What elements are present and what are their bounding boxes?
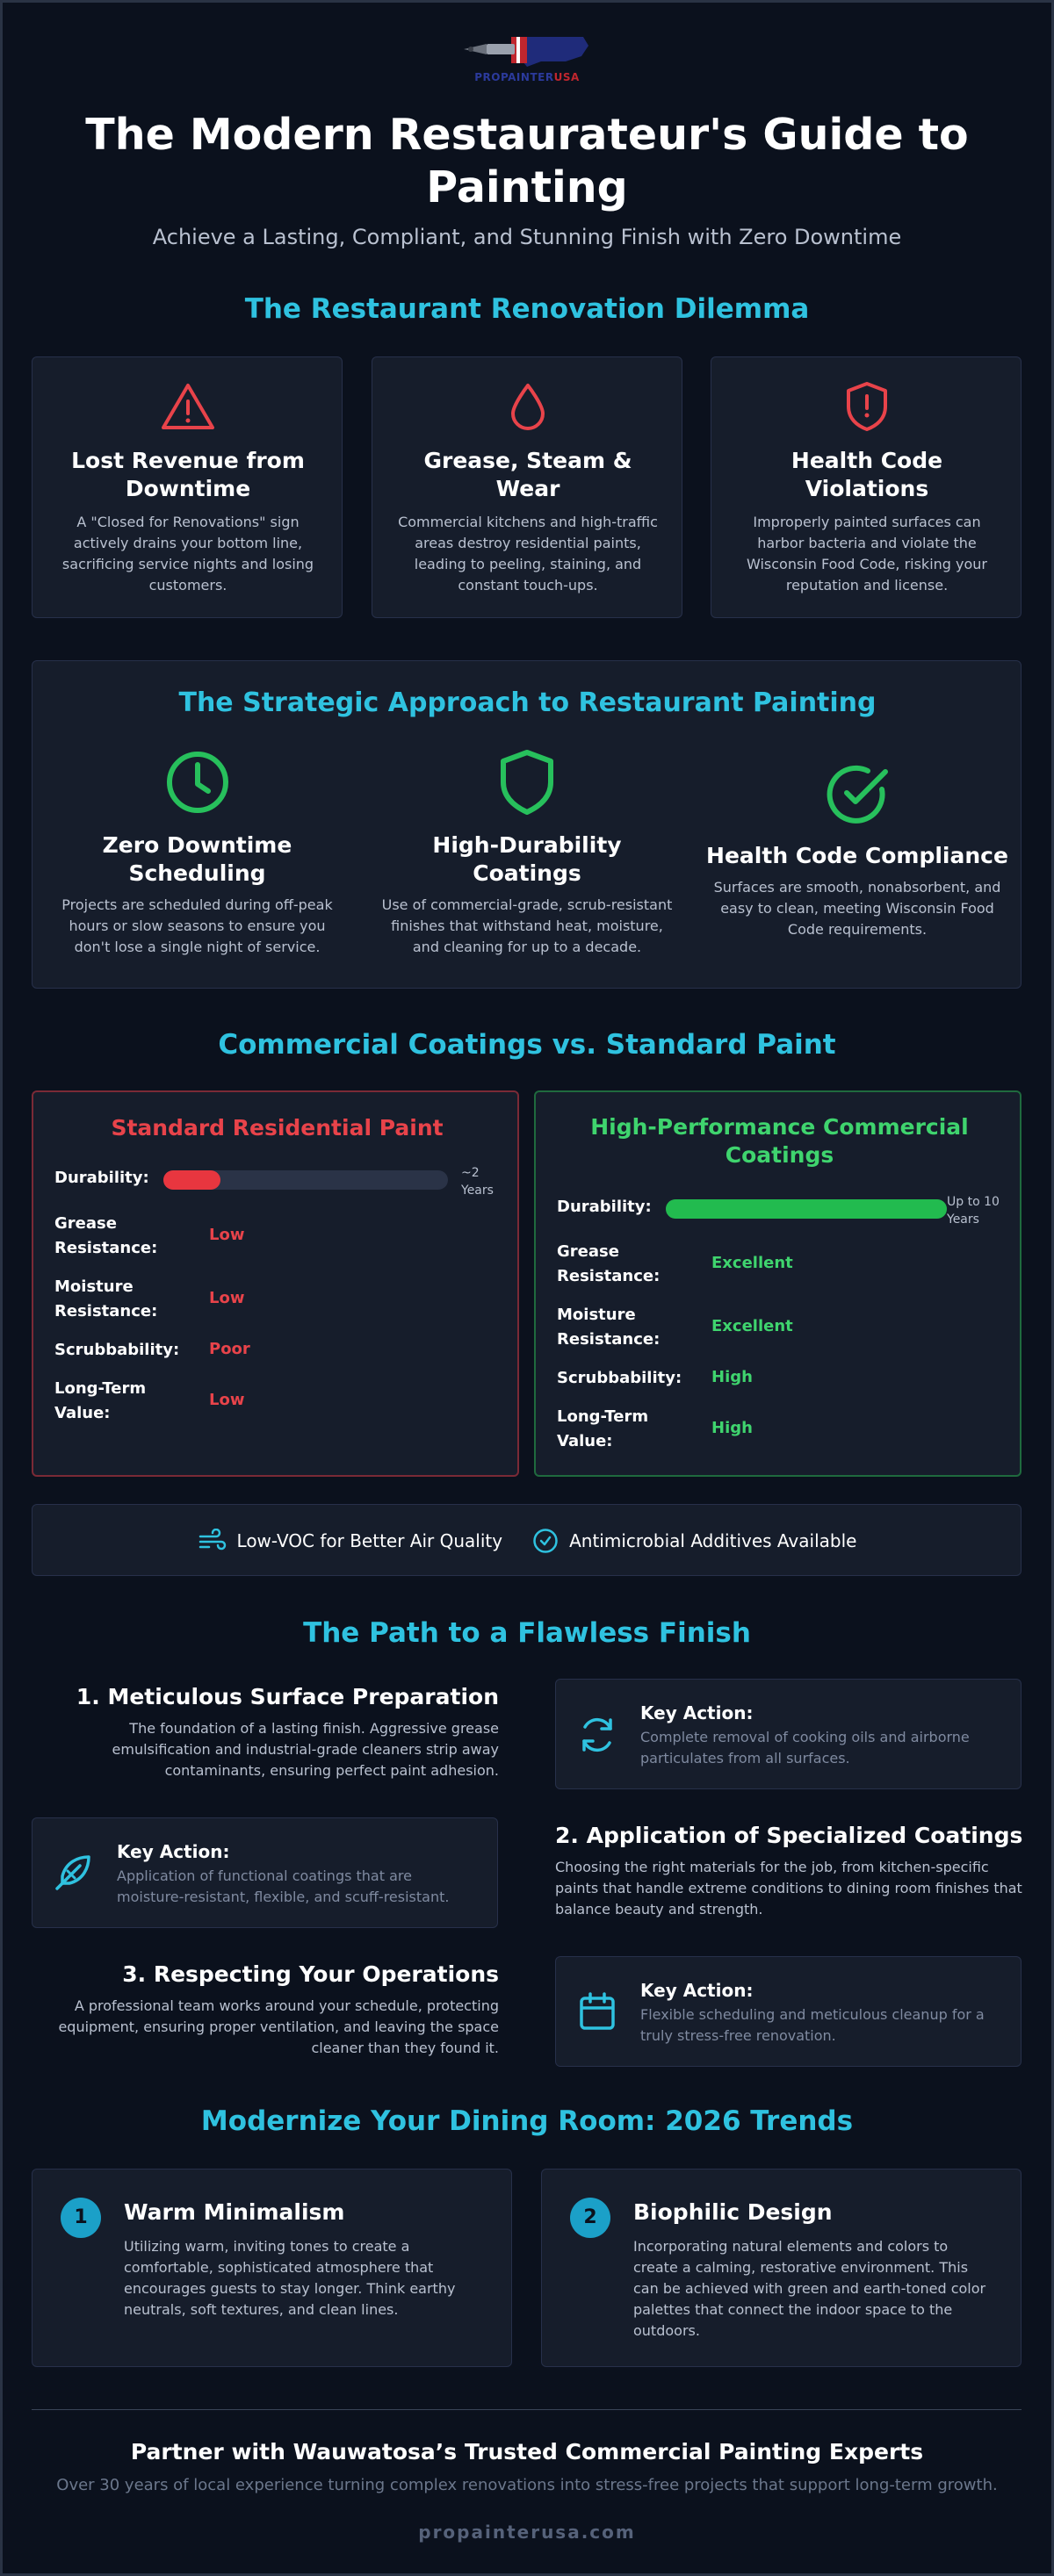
shield-alert-icon [843,380,891,433]
dilemma-card-title: Lost Revenue from [71,448,305,473]
features-bar [32,1504,1022,1576]
step-text-line: balance beauty and strength. [555,1901,763,1918]
key-action-card [32,1817,498,1928]
key-action-title: Key Action: [117,1841,230,1862]
durability-note-unit: Years [461,1184,494,1198]
comparison-row [557,1405,996,1454]
approach-item-title: Zero Downtime [102,832,292,858]
durability-note-value: Up to 10 [947,1195,1000,1209]
trend-card [32,2169,512,2367]
step-title: 1. Meticulous Surface Preparation [76,1684,499,1709]
features-row [32,1528,1022,1554]
approach-item-text: Projects are scheduled during off-peak [61,896,333,913]
trend-text: encourages guests to stay longer. Think earthy [124,2280,456,2297]
durability-label: Durability: [557,1198,652,1216]
row-value: Excellent [711,1254,793,1272]
row-value: Low [209,1226,245,1244]
feather-icon [54,1852,94,1892]
row-value: Low [209,1391,245,1409]
standard-paint-card [32,1090,519,1477]
step-text [32,1961,499,2059]
trend-number: 2 [583,2206,597,2228]
comparison-section-title: Commercial Coatings vs. Standard Paint [218,1029,836,1061]
comparison-row [557,1240,996,1289]
trend-text: comfortable, sophisticated atmosphere that [124,2259,434,2276]
approach-item-title: High-Durability [432,832,622,858]
row-label: Moisture [54,1277,134,1296]
row-label: Scrubbability: [557,1369,682,1387]
durability-label: Durability: [54,1169,149,1187]
comparison-row [557,1366,996,1391]
comparison-row [54,1212,494,1261]
approach-item-text: hours or slow seasons to ensure you [69,917,326,934]
approach-item-text: don't lose a single night of service. [74,939,321,955]
step-title: 2. Application of Specialized Coatings [555,1823,1023,1848]
page-title [0,109,1054,214]
dilemma-card [32,356,343,618]
check-circle-icon [822,759,892,830]
dilemma-card-text: harbor bacteria and violate the [757,535,977,551]
approach-item-text: finishes that withstand heat, moisture, [391,917,663,934]
trend-text: Utilizing warm, inviting tones to create a [124,2238,410,2255]
trends-section-title: Modernize Your Dining Room: 2026 Trends [200,2105,854,2137]
check-badge-icon [532,1528,559,1554]
approach-item [362,749,692,958]
row-value: Excellent [711,1317,793,1335]
row-label: Long-Term [557,1407,649,1426]
key-action-card [555,1956,1022,2067]
dilemma-card-text: leading to peeling, staining, and [414,556,642,572]
dilemma-card-text: Improperly painted surfaces can [753,514,981,530]
row-label: Resistance: [557,1267,661,1285]
approach-item-text: Use of commercial-grade, scrub-resistant [381,896,673,913]
approach-item [692,759,1022,940]
dilemma-card-text: sacrificing service nights and losing [61,556,314,572]
approach-section-title: The Strategic Approach to Restaurant Painting [178,687,877,718]
trend-title: Biophilic Design [633,2199,833,2225]
footer-subtitle: Over 30 years of local experience turning complex renovations into stress-free projects that support long-term growth. [56,2476,998,2494]
approach-item-title: Coatings [473,860,581,886]
refresh-icon [577,1715,617,1755]
shield-icon [498,749,556,816]
key-action-title: Key Action: [640,1980,754,2001]
paint-brush-flag-icon [460,35,594,70]
approach-item-text: Surfaces are smooth, nonabsorbent, and [713,879,1001,896]
approach-item [32,749,362,958]
key-action-text: moisture-resistant, flexible, and scuff-resistant. [117,1889,450,1905]
durability-bar-track [163,1170,448,1190]
trend-text: outdoors. [633,2322,700,2339]
trend-text: create a calming, restorative environment. This [633,2259,969,2276]
durability-note-unit: Years [947,1212,979,1227]
trend-text: palettes that connect the indoor space to the [633,2301,953,2318]
footer-divider [32,2409,1022,2410]
approach-item-title: Scheduling [128,860,266,886]
step-text-line: cleaner than they found it. [311,2040,499,2056]
approach-item-title: Health Code Compliance [706,843,1008,868]
row-value: High [711,1368,753,1386]
logo-text-main: PROPAINTER [474,71,554,83]
durability-bar-fill [666,1199,947,1219]
comparison-row [54,1275,494,1324]
drop-icon [504,380,552,433]
dilemma-card-text: areas destroy residential paints, [415,535,641,551]
key-action-text: Complete removal of cooking oils and airborne [640,1729,970,1745]
comparison-row [54,1338,494,1363]
comparison-row [557,1303,996,1352]
key-action-title: Key Action: [640,1702,754,1723]
row-label: Grease [54,1214,117,1233]
durability-note-value: ~2 [461,1166,480,1180]
commercial-coatings-title [536,1113,1023,1169]
row-label: Scrubbability: [54,1341,180,1359]
feature-low-voc: Low-VOC for Better Air Quality [236,1530,503,1551]
row-label: Value: [557,1432,613,1450]
trend-number: 1 [74,2206,88,2228]
approach-item-text: easy to clean, meeting Wisconsin Food [720,900,994,917]
commercial-coatings-card [534,1090,1022,1477]
row-label: Resistance: [54,1239,158,1257]
dilemma-card-text: Commercial kitchens and high-traffic [398,514,658,530]
approach-item-text: Code requirements. [787,921,928,938]
calendar-icon [579,1992,616,2031]
step-text [32,1684,499,1781]
trend-number-badge [61,2198,101,2238]
row-value: Low [209,1289,245,1307]
key-action-text: Flexible scheduling and meticulous cleanup for a [640,2006,985,2023]
step-text-line: contaminants, ensuring perfect paint adhesion. [164,1762,499,1779]
logo-text-usa: USA [553,71,580,83]
page-title-line1: The Modern Restaurateur's Guide to [85,110,969,160]
row-label: Resistance: [54,1302,158,1320]
page-title-line2: Painting [426,162,628,212]
row-label: Long-Term [54,1379,147,1398]
dilemma-card-title: Wear [495,476,560,501]
approach-item-text: and cleaning for up to a decade. [412,939,642,955]
dilemma-card [711,356,1022,618]
row-label: Resistance: [557,1330,661,1349]
brand-logo [460,35,594,90]
dilemma-card-title: Grease, Steam & [423,448,632,473]
step-text-line: paints that handle extreme conditions to dining room finishes that [555,1880,1022,1896]
durability-bar-fill [163,1170,220,1190]
dilemma-card-title: Health Code [790,448,943,473]
page-subtitle: Achieve a Lasting, Compliant, and Stunning Finish with Zero Downtime [152,225,902,249]
durability-note [947,1193,1000,1228]
trend-card [541,2169,1022,2367]
row-label: Value: [54,1404,111,1422]
commercial-title-line: High-Performance Commercial [590,1114,969,1140]
warning-icon [160,382,216,431]
dilemma-card-text: reputation and license. [785,577,949,594]
key-action-text: Application of functional coatings that are [117,1867,412,1884]
row-value: High [711,1419,753,1437]
commercial-title-line: Coatings [725,1142,834,1168]
step-text-line: The foundation of a lasting finish. Aggressive grease [129,1720,499,1737]
trend-number-badge [570,2198,610,2238]
step-title: 3. Respecting Your Operations [122,1961,499,1987]
key-action-text: truly stress-free renovation. [640,2027,836,2044]
path-section-title: The Path to a Flawless Finish [303,1617,751,1649]
dilemma-card-text: actively drains your bottom line, [73,535,303,551]
trend-text: Incorporating natural elements and colors to [633,2238,949,2255]
step-text-line: equipment, ensuring proper ventilation, and leaving the space [58,2018,499,2035]
key-action-card [555,1679,1022,1789]
dilemma-card [372,356,682,618]
step-text-line: emulsification and industrial-grade cleaners strip away [112,1741,499,1758]
step-text-line: Choosing the right materials for the job, from kitchen-specific [555,1859,989,1875]
footer-url-link[interactable]: propainterusa.com [418,2522,636,2543]
dilemma-section-title: The Restaurant Renovation Dilemma [244,293,810,325]
standard-paint-title: Standard Residential Paint [111,1115,444,1140]
trend-text: can be achieved with green and earth-toned color [633,2280,986,2297]
clock-icon [164,749,231,816]
step-text-line: A professional team works around your schedule, protecting [74,1997,499,2014]
step-text [555,1823,1029,1920]
approach-panel [32,660,1022,989]
row-value: Poor [209,1340,250,1358]
durability-note [461,1164,494,1199]
dilemma-card-title: Downtime [125,476,251,501]
dilemma-card-title: Violations [805,476,929,501]
row-label: Moisture [557,1306,636,1324]
dilemma-card-text: Wisconsin Food Code, risking your [747,556,987,572]
durability-bar-track [666,1199,947,1219]
trend-title: Warm Minimalism [124,2199,345,2225]
wind-icon [199,1529,227,1553]
dilemma-card-text: constant touch-ups. [458,577,598,594]
row-label: Grease [557,1242,619,1261]
dilemma-card-text: A "Closed for Renovations" sign [76,514,300,530]
comparison-row [54,1377,494,1426]
footer-title: Partner with Wauwatosa’s Trusted Commercial Painting Experts [130,2439,924,2464]
dilemma-card-text: customers. [148,577,227,594]
feature-antimicrobial: Antimicrobial Additives Available [569,1530,857,1551]
key-action-text: particulates from all surfaces. [640,1750,850,1767]
trend-text: neutrals, soft textures, and clean lines. [124,2301,399,2318]
